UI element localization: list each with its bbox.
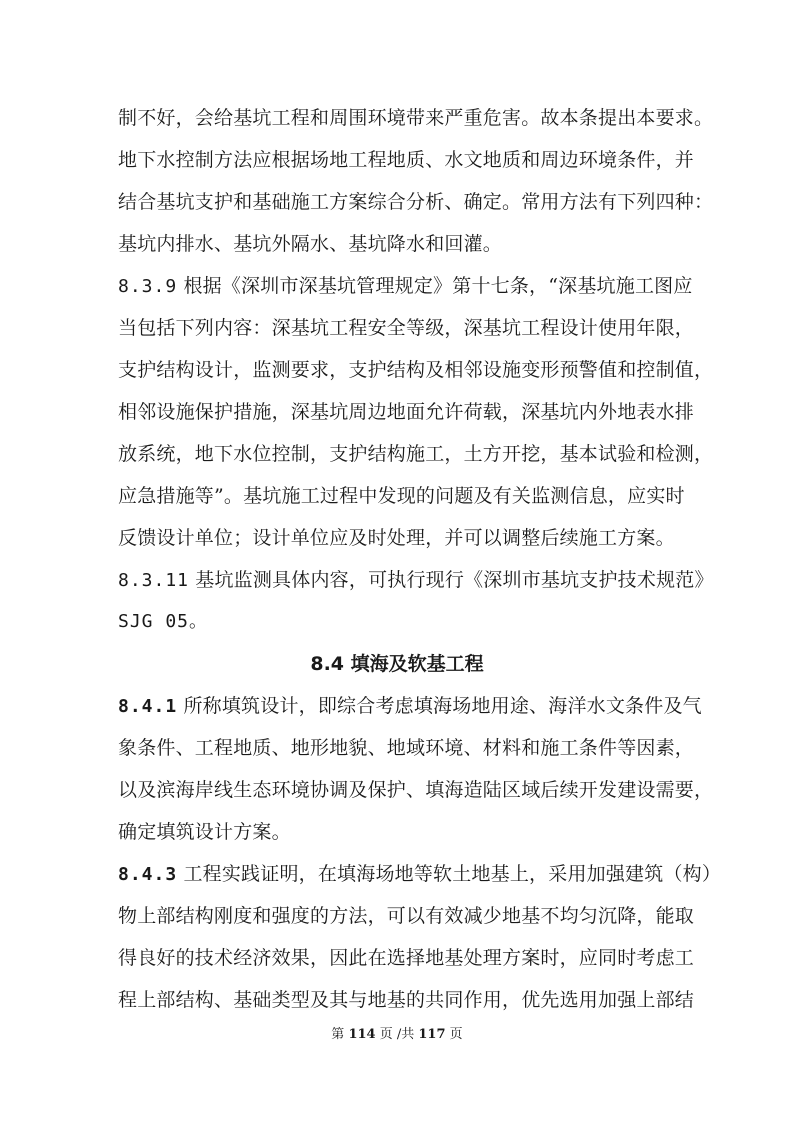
paragraph-line: 放系统，地下水位控制，支护结构施工，土方开挖，基本试验和检测，: [118, 443, 714, 465]
paragraph-line: 程上部结构、基础类型及其与地基的共同作用，优先选用加强上部结: [118, 989, 695, 1011]
clause-8-4-3: [118, 862, 722, 887]
paragraph-line: 结合基坑支护和基础施工方案综合分析、确定。常用方法有下列四种：: [118, 191, 714, 213]
clause-8-3-11: [118, 568, 714, 593]
clause-number: 8.3.11: [118, 570, 190, 591]
paragraph-line: 相邻设施保护措施，深基坑周边地面允许荷载，深基坑内外地表水排: [118, 401, 695, 423]
clause-number: 8.4.1: [118, 696, 178, 717]
paragraph-line: 地下水控制方法应根据场地工程地质、水文地质和周边环境条件，并: [118, 149, 695, 171]
clause-8-3-9: [118, 274, 693, 299]
paragraph-line: 以及滨海岸线生态环境协调及保护、填海造陆区域后续开发建设需要，: [118, 779, 714, 801]
section-heading: 8.4 填海及软基工程: [310, 653, 484, 675]
footer-mid: 页 /共: [379, 1027, 415, 1042]
clause-text: 所称填筑设计，即综合考虑填海场地用途、海洋水文条件及气: [183, 695, 702, 717]
paragraph-line: 得良好的技术经济效果，因此在选择地基处理方案时，应同时考虑工: [118, 947, 695, 969]
clause-number: 8.4.3: [118, 864, 178, 885]
paragraph-line: 物上部结构刚度和强度的方法，可以有效减少地基不均匀沉降，能取: [118, 905, 695, 927]
paragraph-line: 反馈设计单位；设计单位应及时处理，并可以调整后续施工方案。: [118, 527, 675, 549]
paragraph-line: 应急措施等”。基坑施工过程中发现的问题及有关监测信息，应实时: [118, 485, 685, 507]
clause-8-4-1: [118, 694, 702, 719]
paragraph-line: 确定填筑设计方案。: [118, 821, 291, 843]
page-number: 114: [348, 1027, 376, 1042]
clause-text: 工程实践证明，在填海场地等软土地基上，采用加强建筑（构）: [183, 863, 722, 885]
footer-prefix: 第: [331, 1027, 345, 1042]
paragraph-line: SJG 05。: [118, 611, 209, 632]
paragraph-line: 支护结构设计，监测要求，支护结构及相邻设施变形预警值和控制值，: [118, 359, 714, 381]
clause-text: 根据《深圳市深基坑管理规定》第十七条，“深基坑施工图应: [183, 275, 693, 297]
clause-number: 8.3.9: [118, 276, 178, 297]
total-pages: 117: [418, 1027, 446, 1042]
page-footer: [0, 1027, 794, 1043]
paragraph-line: 当包括下列内容：深基坑工程安全等级，深基坑工程设计使用年限，: [118, 317, 695, 339]
paragraph-line: 基坑内排水、基坑外隔水、基坑降水和回灌。: [118, 233, 503, 255]
clause-text: 基坑监测具体内容，可执行现行《深圳市基坑支护技术规范》: [195, 569, 714, 591]
paragraph-line: 象条件、工程地质、地形地貌、地域环境、材料和施工条件等因素，: [118, 737, 695, 759]
footer-suffix: 页: [449, 1027, 463, 1042]
paragraph-line: 制不好，会给基坑工程和周围环境带来严重危害。故本条提出本要求。: [118, 107, 714, 129]
